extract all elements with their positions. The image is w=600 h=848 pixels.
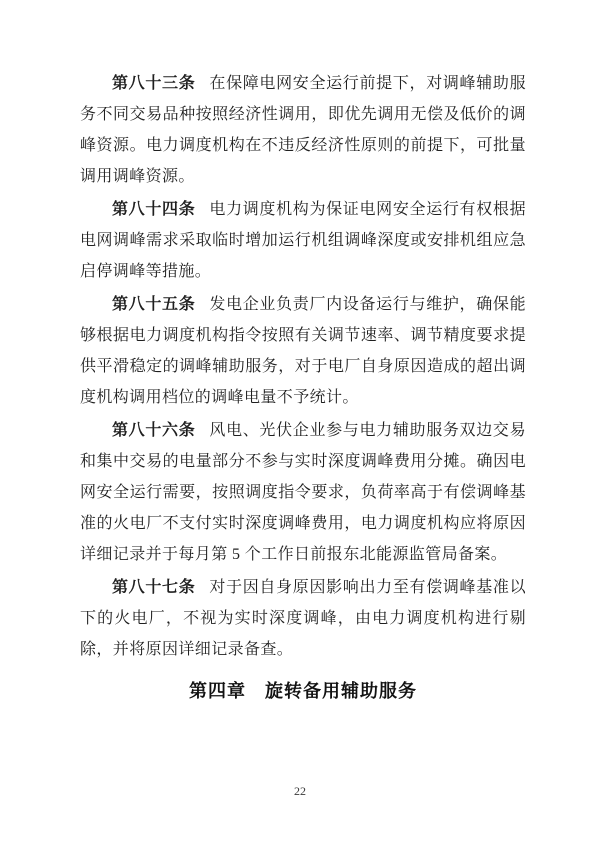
article-paragraph-87 <box>80 572 526 665</box>
article-number: 第八十五条 <box>112 296 196 313</box>
article-text: 风电、光伏企业参与电力辅助服务双边交易和集中交易的电量部分不参与实时深度调峰费用分摊。确因电网安全运行需要，按照调度指令要求，负荷率高于有偿调峰基准的火电厂不支付实时深度调峰费用，电力调度机构应将原因详细记录并于每月第 5 个工作日前报东北能源监管局备案。 <box>80 422 526 563</box>
article-paragraph-83 <box>80 68 526 192</box>
article-number: 第八十六条 <box>112 422 196 439</box>
article-text: 对于因自身原因影响出力至有偿调峰基准以下的火电厂，不视为实时深度调峰，由电力调度机构进行剔除，并将原因详细记录备查。 <box>80 579 526 658</box>
article-text: 在保障电网安全运行前提下，对调峰辅助服务不同交易品种按照经济性调用，即优先调用无偿及低价的调峰资源。电力调度机构在不违反经济性原则的前提下，可批量调用调峰资源。 <box>80 75 526 185</box>
article-text: 电力调度机构为保证电网安全运行有权根据电网调峰需求采取临时增加运行机组调峰深度或安排机组应急启停调峰等措施。 <box>80 201 526 280</box>
article-text: 发电企业负责厂内设备运行与维护，确保能够根据电力调度机构指令按照有关调节速率、调节精度要求提供平滑稳定的调峰辅助服务，对于电厂自身原因造成的超出调度机构调用档位的调峰电量不予统计。 <box>80 296 526 406</box>
page-number: 22 <box>294 784 306 798</box>
document-body <box>80 68 526 705</box>
article-paragraph-86 <box>80 415 526 570</box>
article-paragraph-84 <box>80 194 526 287</box>
article-number: 第八十三条 <box>112 75 196 92</box>
article-number: 第八十七条 <box>112 579 196 596</box>
article-paragraph-85 <box>80 289 526 413</box>
article-number: 第八十四条 <box>112 201 196 218</box>
chapter-heading: 第四章 旋转备用辅助服务 <box>189 681 417 701</box>
